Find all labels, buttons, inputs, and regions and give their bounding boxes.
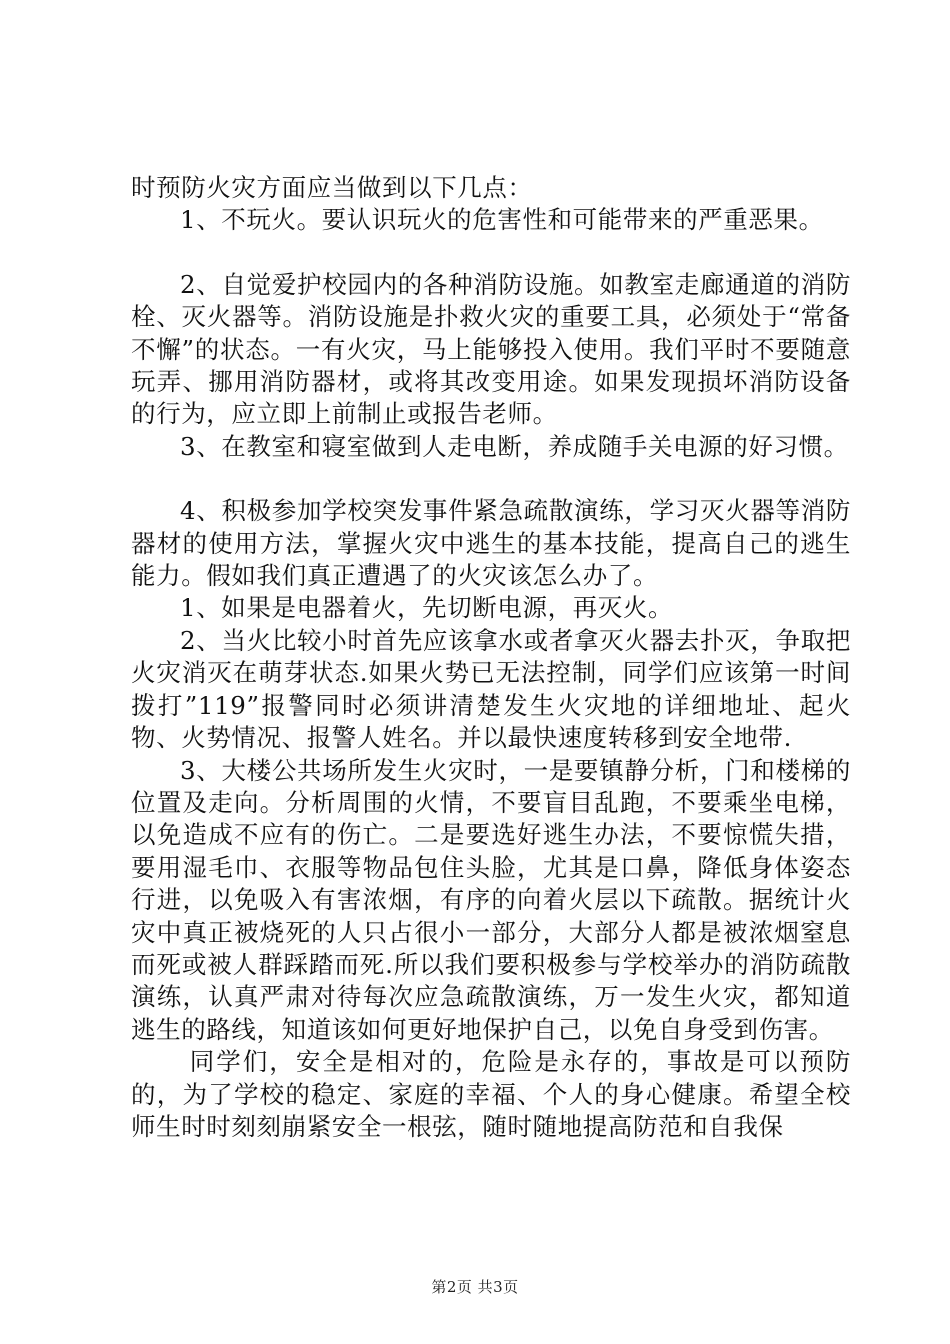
page-number-footer: 第2页 共3页	[431, 1278, 519, 1296]
paragraph-item-3-power-off: 3、在教室和寝室做到人走电断，养成随手关电源的好习惯。	[180, 431, 849, 461]
paragraph-closing-appeal: 同学们，安全是相对的，危险是永存的，事故是可以预防的，为了学校的稳定、家庭的幸福、个人的身心健康。希望全校师生时时刻刻崩紧安全一根弦，随时随地提高防范和自我保	[131, 1047, 851, 1141]
paragraph-item-2-fire-facilities: 2、自觉爱护校园内的各种消防设施。如教室走廊通道的消防栓、灭火器等。消防设施是扑救火灾的重要工具，必须处于“常备不懈”的状态。一有火灾，马上能够投入使用。我们平时不要随意玩弄、挪用消防器材，或将其改变用途。如果发现损坏消防设备的行为，应立即上前制止或报告老师。	[131, 269, 851, 429]
paragraph-response-1-electrical-fire: 1、如果是电器着火，先切断电源，再灭火。	[180, 593, 674, 623]
paragraph-response-3-building-fire: 3、大楼公共场所发生火灾时，一是要镇静分析，门和楼梯的位置及走向。分析周围的火情，不要盲目乱跑，不要乘坐电梯，以免造成不应有的伤亡。二是要选好逃生办法，不要惊慌失措，要用湿毛巾、衣服等物品包住头脸，尤其是口鼻，降低身体姿态行进，以免吸入有害浓烟，有序的向着火层以下疏散。据统计火灾中真正被烧死的人只占很小一部分，大部分人都是被浓烟窒息而死或被人群踩踏而死.所以我们要积极参与学校举办的消防疏散演练，认真严肃对待每次应急疏散演练，万一发生火灾，都知道逃生的路线，知道该如何更好地保护自己，以免自身受到伤害。	[131, 755, 851, 1044]
paragraph-intro-continuation: 时预防火灾方面应当做到以下几点：	[131, 173, 533, 202]
paragraph-response-2-call-119: 2、当火比较小时首先应该拿水或者拿灭火器去扑灭，争取把火灾消灭在萌芽状态.如果火势已无法控制，同学们应该第一时间拨打”119”报警同时必须讲清楚发生火灾地的详细地址、起火物、火势情况、报警人姓名。并以最快速度转移到安全地带.	[131, 625, 851, 753]
paragraph-item-4-evacuation-drill: 4、积极参加学校突发事件紧急疏散演练，学习灭火器等消防器材的使用方法，掌握火灾中逃生的基本技能，提高自己的逃生能力。假如我们真正遭遇了的火灾该怎么办了。	[131, 496, 851, 591]
document-body	[131, 172, 851, 1143]
paragraph-item-1-no-playing-fire: 1、不玩火。要认识玩火的危害性和可能带来的严重恶果。	[180, 205, 824, 235]
